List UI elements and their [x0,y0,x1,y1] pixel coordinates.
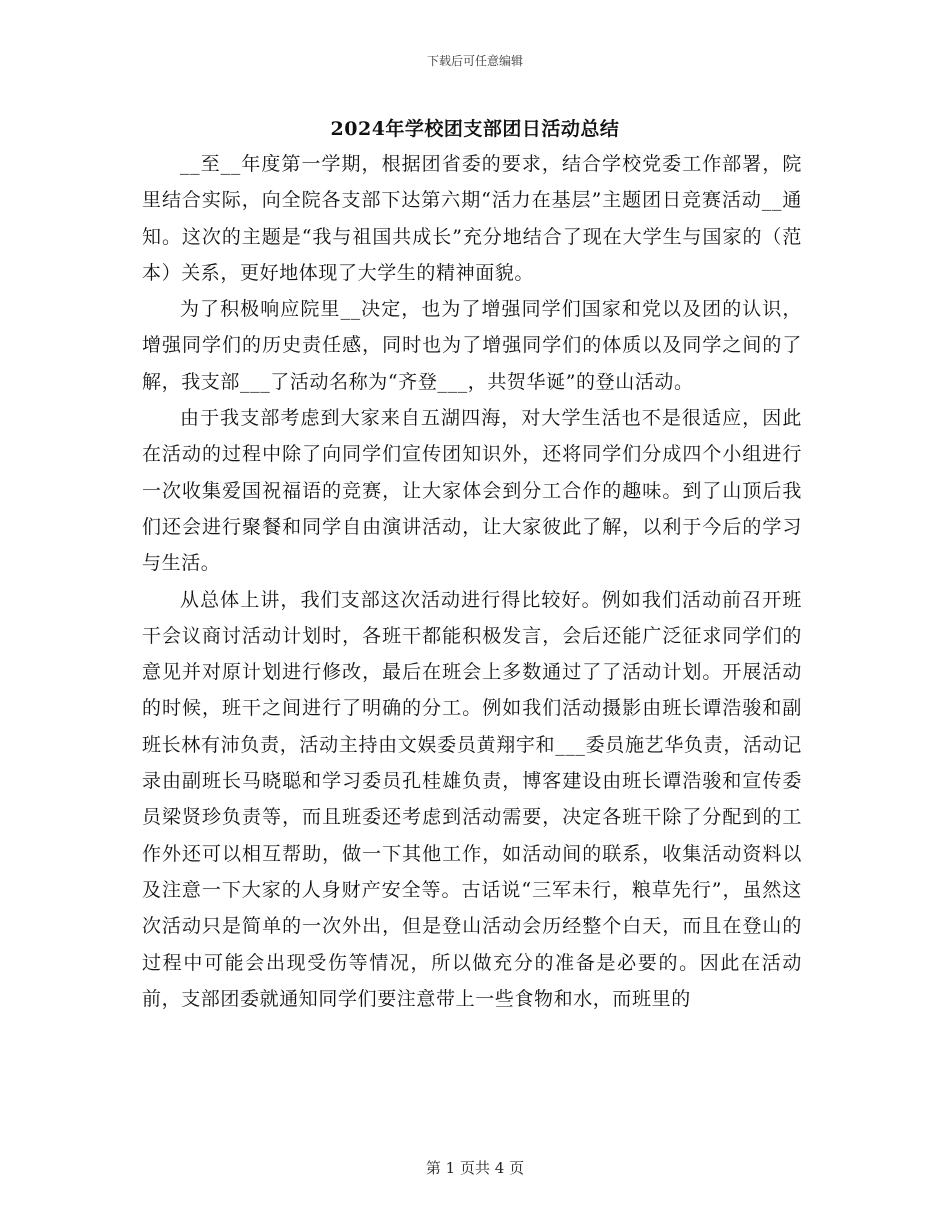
paragraph: 为了积极响应院里__决定，也为了增强同学们国家和党以及团的认识，增强同学们的历史责任感，同时也为了增强同学们的体质以及同学之间的了解，我支部___了活动名称为“齐登___，共贺华诞”的登山活动。 [142,298,802,393]
page-header-note: 下载后可任意编辑 [426,54,523,68]
document-body [142,146,802,1017]
paragraph: __至__年度第一学期，根据团省委的要求，结合学校党委工作部署，院里结合实际，向全院各支部下达第六期“活力在基层”主题团日竞赛活动__通知。这次的主题是“我与祖国共成长”充分地结合了现在大学生与国家的（范本）关系，更好地体现了大学生的精神面貌。 [142,153,802,284]
paragraph: 由于我支部考虑到大家来自五湖四海，对大学生活也不是很适应，因此在活动的过程中除了向同学们宣传团知识外，还将同学们分成四个小组进行一次收集爱国祝福语的竞赛，让大家体会到分工合作的趣味。到了山顶后我们还会进行聚餐和同学自由演讲活动，让大家彼此了解，以利于今后的学习与生活。 [142,407,802,575]
paragraph: 从总体上讲，我们支部这次活动进行得比较好。例如我们活动前召开班干会议商讨活动计划时，各班干都能积极发言，会后还能广泛征求同学们的意见并对原计划进行修改，最后在班会上多数通过了了活动计划。开展活动的时候，班干之间进行了明确的分工。例如我们活动摄影由班长谭浩骏和副班长林有沛负责，活动主持由文娱委员黄翔宇和___委员施艺华负责，活动记录由副班长马晓聪和学习委员孔桂雄负责，博客建设由班长谭浩骏和宣传委员梁贤珍负责等，而且班委还考虑到活动需要，决定各班干除了分配到的工作外还可以相互帮助，做一下其他工作，如活动间的联系，收集活动资料以及注意一下大家的人身财产安全等。古话说“三军未行，粮草先行”，虽然这次活动只是简单的一次外出，但是登山活动会历经整个白天，而且在登山的过程中可能会出现受伤等情况，所以做充分的准备是必要的。因此在活动前，支部团委就通知同学们要注意带上一些食物和水，而班里的 [142,588,802,1010]
page-number: 第 1 页共 4 页 [425,1159,525,1177]
document-title: 2024年学校团支部团日活动总结 [330,118,620,140]
